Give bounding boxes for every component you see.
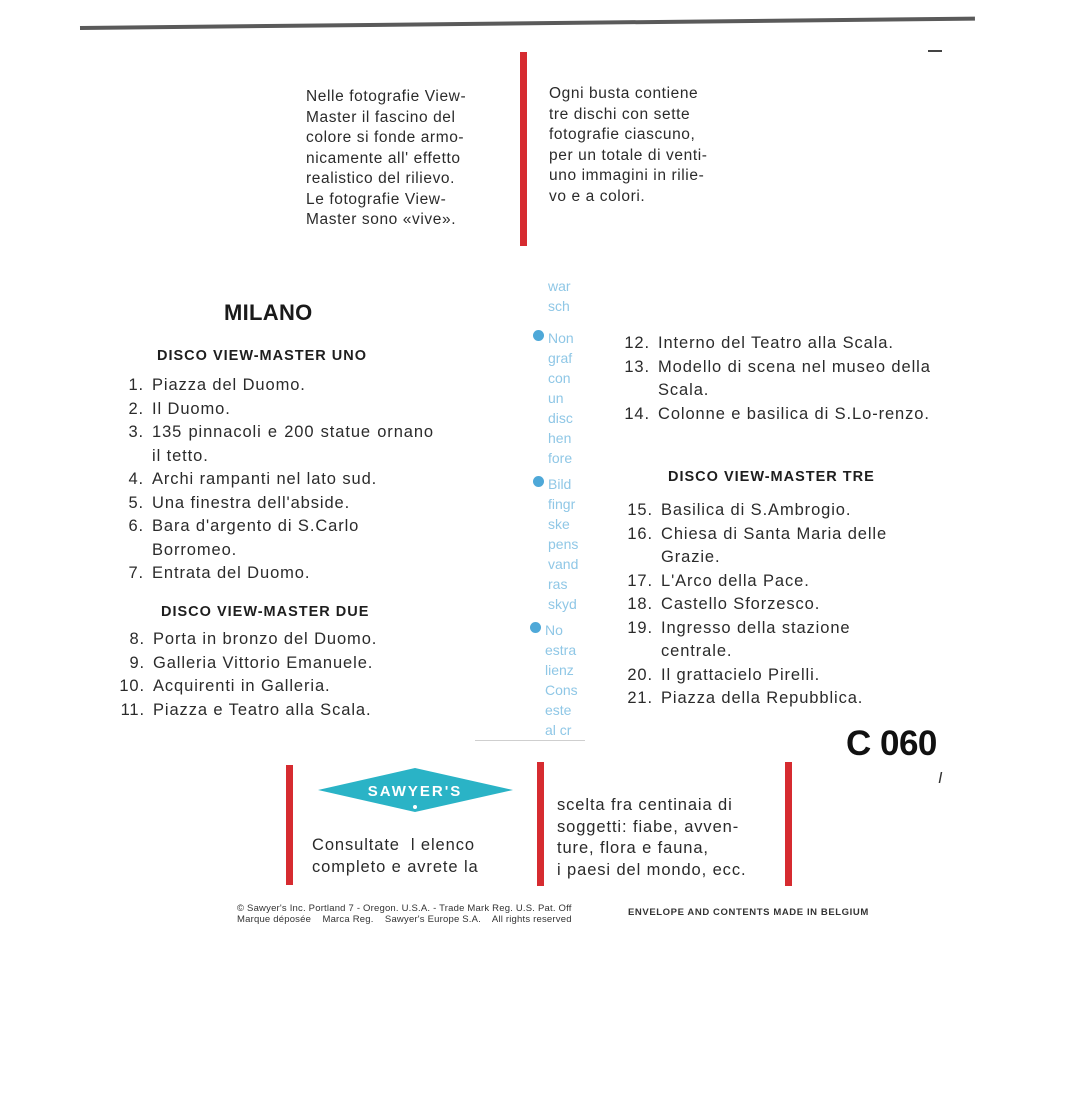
bullet-dot-icon	[533, 476, 544, 487]
list-item	[114, 468, 434, 492]
item-text: Piazza della Repubblica.	[661, 689, 864, 707]
logo-text: SAWYER'S	[367, 783, 463, 800]
item-text: Il grattacielo Pirelli.	[661, 665, 821, 684]
item-text: Castello Sforzesco.	[661, 595, 821, 613]
item-number: 12.	[624, 334, 650, 352]
list-item	[114, 562, 434, 586]
list-item	[621, 570, 946, 594]
bleed-text-3: Bild fingr ske pens vand ras skyd	[548, 476, 579, 612]
item-number: 1.	[128, 376, 144, 394]
list-item	[619, 403, 944, 427]
item-number: 11.	[120, 700, 145, 719]
item-number: 3.	[128, 423, 144, 441]
bullet-dot-icon	[533, 330, 544, 341]
disco-uno-list	[114, 374, 434, 586]
item-text: Il Duomo.	[152, 399, 231, 418]
bullet-dot-icon	[530, 622, 541, 633]
intro-left-text: Nelle fotografie View- Master il fascino del colore si fonde armo- nicamente all' effetto realistico del rilievo. Le fotografie View- Master sono «vive».	[306, 88, 467, 228]
item-number: 19.	[627, 618, 653, 637]
bottom-red-bar-right	[785, 762, 792, 886]
bottom-red-bar-left	[286, 765, 293, 885]
list-item	[621, 593, 946, 617]
bottom-right-text: scelta fra centinaia di soggetti: fiabe, avven- ture, flora e fauna, i paesi del mondo, ecc.	[557, 796, 747, 879]
item-number: 13.	[624, 357, 650, 376]
item-number: 14.	[624, 404, 650, 423]
disco-due-heading: DISCO VIEW-MASTER DUE	[161, 604, 370, 620]
top-edge-line	[80, 17, 975, 30]
list-item	[114, 652, 444, 676]
item-text: Acquirenti in Galleria.	[153, 677, 331, 695]
item-number: 6.	[128, 517, 144, 535]
list-item	[114, 699, 444, 723]
list-item	[621, 687, 946, 711]
item-text: Galleria Vittorio Emanuele.	[153, 653, 374, 672]
item-number: 15.	[627, 501, 653, 519]
item-number: 21.	[627, 689, 653, 707]
item-number: 8.	[129, 630, 145, 648]
top-dash-mark	[928, 50, 942, 52]
item-text: Una finestra dell'abside.	[152, 493, 351, 512]
item-number: 16.	[627, 524, 653, 543]
list-item	[114, 628, 444, 652]
item-text: Piazza e Teatro alla Scala.	[153, 700, 372, 719]
item-text: Entrata del Duomo.	[152, 564, 311, 582]
sawyers-logo	[318, 765, 513, 815]
item-text: Colonne e basilica di S.Lo-renzo.	[658, 404, 930, 423]
list-item	[621, 523, 946, 570]
item-number: 18.	[627, 595, 653, 613]
item-text: Ingresso della stazione centrale.	[661, 618, 851, 660]
disco-tre-list	[621, 499, 946, 711]
intro-red-divider	[520, 52, 527, 246]
list-item	[114, 492, 434, 516]
bottom-red-bar-middle	[537, 762, 544, 886]
handwritten-mark: I	[938, 770, 943, 787]
list-item	[114, 421, 434, 468]
faint-rule	[475, 740, 585, 741]
disco-due-list	[114, 628, 444, 722]
item-text: Bara d'argento di S.Carlo Borromeo.	[152, 517, 360, 559]
intro-right-text: Ogni busta contiene tre dischi con sette fotografie ciascuno, per un totale di venti- uno immagini in rilie- vo e a colori.	[549, 85, 708, 205]
footer-legal-text: © Sawyer's Inc. Portland 7 - Oregon. U.S.A. - Trade Mark Reg. U.S. Pat. Off Marque déposée Marca Reg. Sawyer's Europe S.A. All rights reserved	[237, 903, 572, 925]
item-text: L'Arco della Pace.	[661, 571, 810, 590]
item-number: 9.	[129, 653, 145, 672]
list-item	[114, 675, 444, 699]
bottom-left-text: Consultate l elenco completo e avrete la	[312, 836, 479, 876]
disco-uno-heading: DISCO VIEW-MASTER UNO	[157, 348, 368, 364]
product-code: C 060	[846, 724, 937, 763]
item-text: Piazza del Duomo.	[152, 376, 306, 394]
list-item	[621, 499, 946, 523]
item-number: 5.	[128, 493, 144, 512]
bleed-text-1: war sch	[548, 278, 571, 314]
item-number: 10.	[119, 677, 145, 695]
item-text: Interno del Teatro alla Scala.	[658, 334, 894, 352]
list-item	[619, 332, 944, 356]
item-number: 4.	[128, 470, 144, 488]
item-text: Basilica di S.Ambrogio.	[661, 501, 852, 519]
item-number: 2.	[128, 399, 144, 418]
disco-due-cont-list	[619, 332, 944, 426]
page-title: MILANO	[224, 300, 313, 325]
item-number: 17.	[627, 571, 653, 590]
list-item	[621, 617, 946, 664]
bleed-text-2: Non graf con un disc hen fore	[548, 330, 574, 466]
item-text: Chiesa di Santa Maria delle Grazie.	[661, 524, 888, 566]
item-text: Modello di scena nel museo della Scala.	[658, 357, 931, 399]
list-item	[114, 398, 434, 422]
footer-made-in: ENVELOPE AND CONTENTS MADE IN BELGIUM	[628, 907, 869, 918]
item-number: 7.	[128, 564, 144, 582]
list-item	[114, 515, 434, 562]
list-item	[114, 374, 434, 398]
bleed-text-4: No estra lienz Cons este al cr	[545, 622, 578, 738]
disco-tre-heading: DISCO VIEW-MASTER TRE	[668, 469, 875, 485]
item-text: Archi rampanti nel lato sud.	[152, 470, 378, 488]
list-item	[621, 664, 946, 688]
item-text: Porta in bronzo del Duomo.	[153, 630, 378, 648]
item-number: 20.	[627, 665, 653, 684]
sawyers-logo-icon	[318, 765, 513, 815]
list-item	[619, 356, 944, 403]
item-text: 135 pinnacoli e 200 statue ornano il tetto.	[152, 423, 434, 465]
